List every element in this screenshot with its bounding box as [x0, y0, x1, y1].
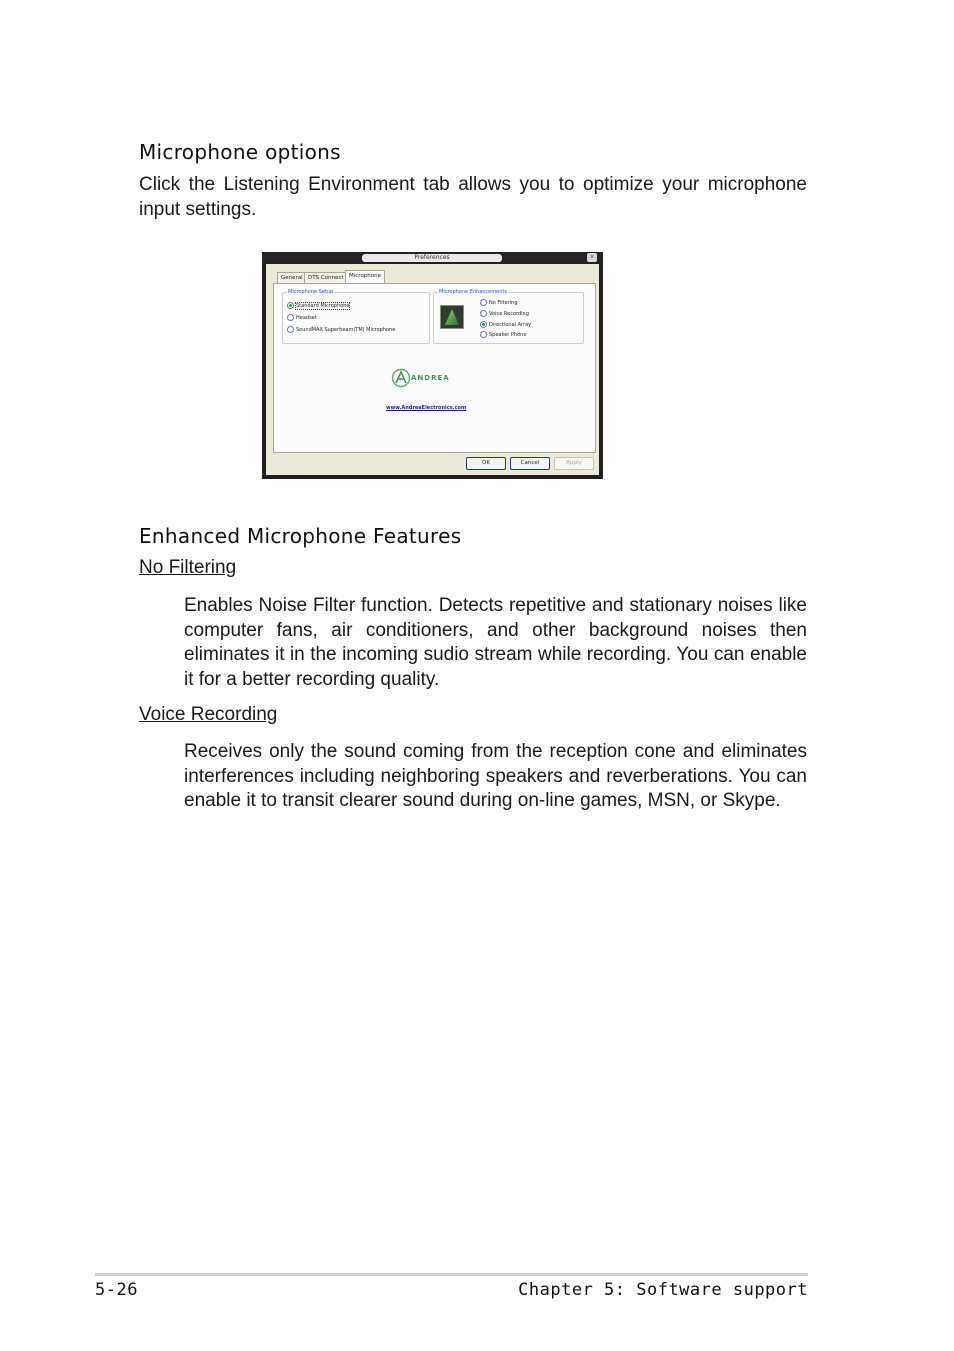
- radio-selected-icon: [287, 302, 294, 309]
- ok-button[interactable]: OK: [466, 457, 506, 470]
- radio-icon: [287, 326, 294, 333]
- radio-soundmax-superbeam[interactable]: [287, 326, 395, 333]
- andrea-logo-text: ANDREA: [411, 374, 450, 382]
- dialog-title: Preferences: [362, 254, 502, 262]
- option-label: Directional Array: [489, 322, 532, 328]
- microphone-setup-group: [282, 289, 430, 344]
- andrea-website-link[interactable]: www.AndreaElectronics.com: [386, 405, 467, 411]
- radio-icon: [480, 310, 487, 317]
- radio-no-filtering[interactable]: [480, 299, 518, 306]
- microphone-setup-title: Microphone Setup: [288, 289, 334, 295]
- option-label: Headset: [296, 315, 317, 321]
- chapter-title: Chapter 5: Software support: [518, 1280, 808, 1300]
- preferences-dialog-screenshot: [262, 252, 603, 479]
- tab-dts-connect[interactable]: DTS Connect: [304, 272, 348, 284]
- radio-icon: [480, 299, 487, 306]
- radio-directional-array[interactable]: [480, 321, 531, 328]
- andrea-app-icon: [440, 305, 464, 329]
- close-icon[interactable]: ×: [587, 253, 597, 262]
- radio-icon: [287, 314, 294, 321]
- andrea-logo-icon: [391, 368, 411, 388]
- option-label: Speaker Phone: [489, 332, 527, 338]
- microphone-enhancements-title: Microphone Enhancements: [439, 289, 507, 295]
- radio-icon: [480, 331, 487, 338]
- radio-speaker-phone[interactable]: [480, 331, 526, 338]
- section-heading-microphone-options: Microphone options: [139, 140, 341, 164]
- option-label: SoundMAX Superbeam(TM) Microphone: [296, 327, 396, 333]
- microphone-enhancements-group: [433, 289, 584, 344]
- tab-microphone[interactable]: Microphone: [345, 270, 385, 284]
- dialog-titlebar: [262, 252, 603, 263]
- radio-headset[interactable]: [287, 314, 317, 321]
- tab-general[interactable]: General: [277, 272, 307, 284]
- cancel-button[interactable]: Cancel: [510, 457, 550, 470]
- option-label: No Filtering: [489, 300, 518, 306]
- dialog-client-area: [266, 264, 599, 475]
- intro-paragraph: Click the Listening Environment tab allows you to optimize your microphone input settings.: [139, 174, 807, 220]
- microphone-tab-panel: [273, 283, 596, 453]
- section-heading-enhanced-features: Enhanced Microphone Features: [139, 524, 462, 548]
- feature-text-no-filtering: Enables Noise Filter function. Detects repetitive and stationary noises like computer fans, air conditioners, and other background noises then eliminates it in the incoming sudio stream while recording. You can enable it for a better recording quality.: [184, 595, 807, 690]
- option-label: Voice Recording: [489, 311, 529, 317]
- feature-title-voice-recording: Voice Recording: [139, 704, 278, 725]
- radio-selected-icon: [480, 321, 487, 328]
- radio-standard-microphone[interactable]: [287, 302, 349, 309]
- apply-button[interactable]: Apply: [554, 457, 594, 470]
- footer-rule: [95, 1273, 808, 1276]
- feature-text-voice-recording: Receives only the sound coming from the reception cone and eliminates interferences including neighboring speakers and reverberations. You can enable it to transit clearer sound during on-line games, MSN, or Skype.: [184, 741, 807, 811]
- option-label: Standard Microphone: [296, 303, 350, 309]
- radio-voice-recording[interactable]: [480, 310, 529, 317]
- feature-title-no-filtering: No Filtering: [139, 557, 237, 578]
- page-number: 5-26: [95, 1280, 138, 1300]
